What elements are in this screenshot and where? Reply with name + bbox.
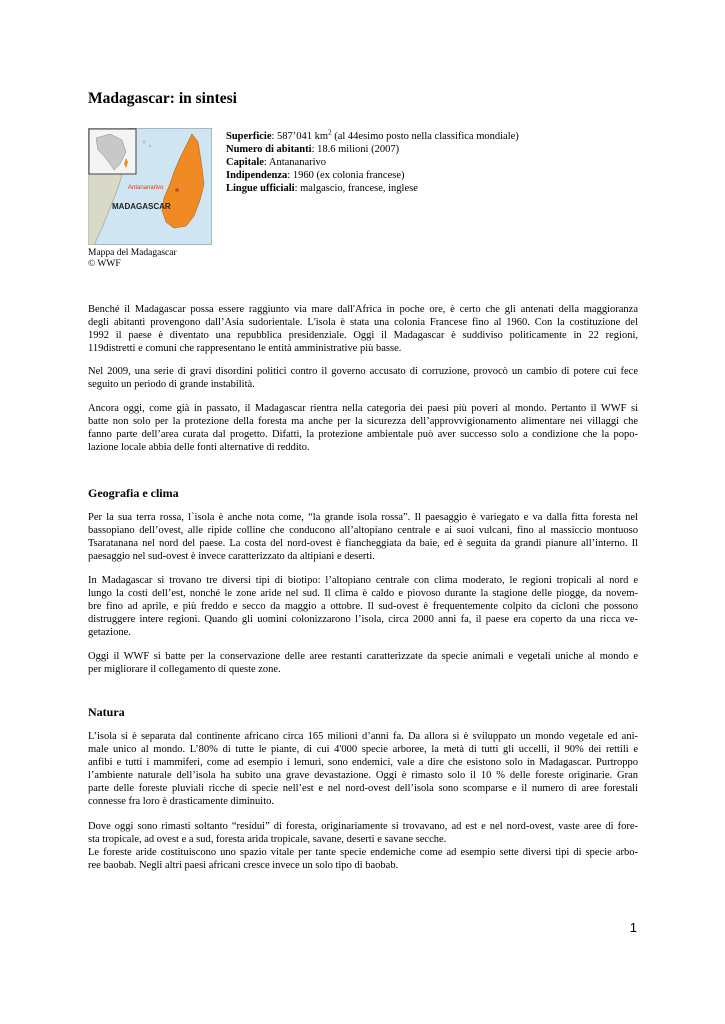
fact-label: Numero di abitanti bbox=[226, 144, 312, 155]
madagascar-map-image bbox=[88, 128, 212, 245]
fact-capitale bbox=[226, 156, 519, 169]
text-line: bassopiano dell’ovest, alle ripide colline che conducono all’altopiano centrale e ai suoi vulcani, fino al massiccio montuoso bbox=[88, 525, 638, 536]
text-line: In Madagascar si trovano tre diversi tipi di biotipo: l’altopiano centrale con clima moderato, le regioni tropicali al nord e bbox=[88, 575, 638, 586]
text-line: sta tropicale, ad ovest e a sud, foresta arida tropicale, savane, deserti e savane secche. bbox=[88, 834, 447, 845]
text-line: paesaggio nel sud-ovest è invece caratterizzato da altipiani e deserti. bbox=[88, 551, 375, 562]
text-line: male unico al mondo. L’80% di tutte le piante, di cui 4'000 specie arboree, la metà di tutti gli uccelli, il 90% dei rettili e bbox=[88, 744, 638, 755]
fact-label: Capitale bbox=[226, 157, 264, 168]
fact-value: : 587’041 km bbox=[271, 131, 329, 142]
fact-label: Superficie bbox=[226, 131, 272, 142]
text-line: ree baobab. Negli altri paesi africani cresce invece un solo tipo di baobab. bbox=[88, 860, 399, 871]
fact-label: Lingue ufficiali bbox=[226, 183, 295, 194]
text-line: 119distretti e comuni che rappresentano le entità amministrative più basse. bbox=[88, 343, 402, 354]
text-line: Oggi il WWF si batte per la conservazione delle aree restanti caratterizzate da specie animali e vegetali uniche al mondo e bbox=[88, 651, 638, 662]
map-label-city: Antananarivo bbox=[128, 185, 164, 191]
text-line: lungo la costi dell’est, nonché le zone aride nel sud. Il clima è caldo e piovoso durante la stagione delle piogge, da novem- bbox=[88, 588, 638, 599]
text-line: per migliorare il collegamento di queste zone. bbox=[88, 664, 281, 675]
fact-superficie bbox=[226, 130, 519, 143]
document-title: Madagascar: in sintesi bbox=[88, 90, 237, 107]
text-line: Le foreste aride costituiscono uno spazio vitale per tante specie endemiche come ad esempio sette diversi tipi di specie arbo- bbox=[88, 847, 638, 858]
fact-lingue bbox=[226, 182, 519, 195]
text-line: Ancora oggi, come già in passato, il Madagascar rientra nella categoria dei paesi più poveri al mondo. Pertanto il WWF si bbox=[88, 403, 638, 414]
paragraph bbox=[88, 365, 638, 391]
caption-line: Mappa del Madagascar bbox=[88, 248, 177, 258]
fact-abitanti bbox=[226, 143, 519, 156]
text-line: batte non solo per la protezione della foresta ma anche per la sicurezza dell’approvvigionamento alimentare nei villaggi che bbox=[88, 416, 638, 427]
fact-indipendenza bbox=[226, 169, 519, 182]
fact-superscript: 2 bbox=[328, 128, 332, 137]
text-line: bre fino ad aprile, e più freddo e secco da maggio a ottobre. Il sud-ovest è frequentemente colpito da cicloni che possono bbox=[88, 601, 638, 612]
text-line: l’ambiente naturale dell’isola ha subito una grave devastazione. Oggi è rimasto solo il 10 % delle foreste originarie. Gran bbox=[88, 770, 638, 781]
paragraph bbox=[88, 511, 638, 563]
paragraph bbox=[88, 303, 638, 355]
paragraph bbox=[88, 402, 638, 454]
fact-value: : 18.6 milioni (2007) bbox=[311, 144, 400, 155]
paragraph bbox=[88, 820, 638, 872]
text-line: Dove oggi sono rimasti soltanto “residui” di foresta, originariamente si trovavano, ad est e nel nord-ovest, vaste aree di fore- bbox=[88, 821, 638, 832]
text-line: connesse fra loro è drasticamente diminuito. bbox=[88, 796, 275, 807]
fact-value: (al 44esimo posto nella classifica mondiale) bbox=[331, 131, 519, 142]
map-label-country: MADAGASCAR bbox=[112, 202, 171, 211]
text-line: getazione. bbox=[88, 627, 131, 638]
caption-credit: © WWF bbox=[88, 259, 121, 269]
text-line: degli abitanti provengono dall’Asia sudorientale. L'isola è stata una colonia Francese fino al 1960. Con la costituzione del bbox=[88, 317, 638, 328]
page-number: 1 bbox=[629, 920, 637, 935]
section-heading-geografia: Geografia e clima bbox=[88, 486, 179, 500]
text-line: anfibi e tutti i mammiferi, come ad esempio i lemuri, sono endemici, vale a dire che esistono solo in Madagascar. Purtroppo bbox=[88, 757, 638, 768]
text-line: L’isola si è separata dal continente africano circa 165 milioni d’anni fa. Da allora si è sviluppato un mondo vegetale ed ani- bbox=[88, 731, 638, 742]
paragraph bbox=[88, 650, 638, 676]
map-caption bbox=[88, 248, 177, 270]
key-facts bbox=[226, 130, 519, 195]
text-line: Benché il Madagascar possa essere raggiunto via mare dall'Africa in poche ore, è certo che gli antenati della maggioranza bbox=[88, 304, 638, 315]
paragraph bbox=[88, 574, 638, 639]
text-line: lazione locale abbia delle fonti alternative di reddito. bbox=[88, 442, 310, 453]
text-line: distruggere intere regioni. Quando gli uomini colonizzarono l’isola, circa 2000 anni fa, il paese era coperto da una ricca ve- bbox=[88, 614, 638, 625]
text-line: fanno parte dell’area curata dal progetto. Difatti, la protezione ambientale può aver successo solo a condizione che la popo- bbox=[88, 429, 638, 440]
fact-value: : 1960 (ex colonia francese) bbox=[287, 170, 405, 181]
paragraph bbox=[88, 730, 638, 808]
section-heading-natura: Natura bbox=[88, 705, 125, 719]
fact-value: : Antananarivo bbox=[263, 157, 327, 168]
text-line: parte delle foreste pluviali ricche di specie nell’est e nel nord-ovest dell’isola sono scomparse e il numero di aree forestali bbox=[88, 783, 638, 794]
fact-value: : malgascio, francese, inglese bbox=[294, 183, 418, 194]
fact-label: Indipendenza bbox=[226, 170, 288, 181]
text-line: 1992 il paese è diventato una repubblica presidenziale. Oggi il Madagascar è suddiviso politicamente in 22 regioni, bbox=[88, 330, 638, 341]
text-line: Nel 2009, una serie di gravi disordini politici contro il governo accusato di corruzione, provocò un cambio di potere cui fece bbox=[88, 366, 638, 377]
text-line: Tsaratanana nel nord del paese. La costa del nord-ovest è fiancheggiata da baie, ed è seguita da grandi pianure all’interno. Il bbox=[88, 538, 638, 549]
text-line: seguito un periodo di grande instabilità. bbox=[88, 379, 255, 390]
text-line: Per la sua terra rossa, l`isola è anche nota come, “la grande isola rossa”. Il paesaggio è variegato e va dalla fitta foresta nel bbox=[88, 512, 638, 523]
